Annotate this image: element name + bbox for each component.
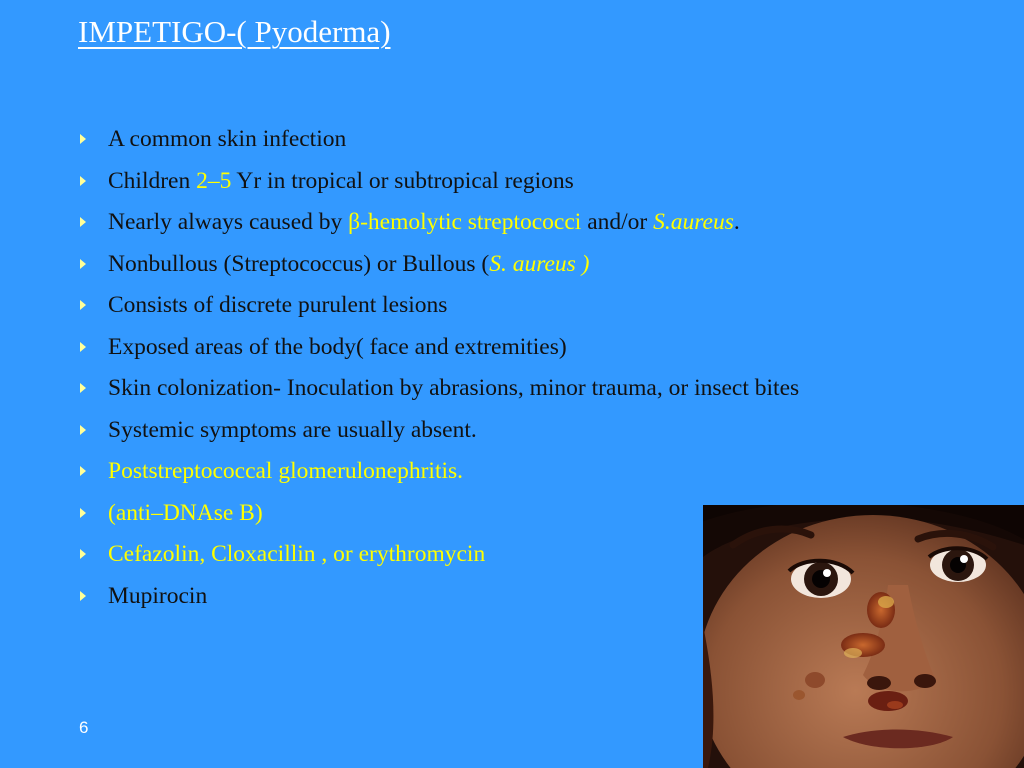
- slide-title: IMPETIGO-( Pyoderma): [78, 14, 391, 49]
- child-face-illustration: [703, 505, 1024, 768]
- bullet-text: Nearly always caused by: [108, 209, 349, 235]
- bullet-item: [78, 288, 918, 322]
- bullet-item: [78, 330, 918, 364]
- bullet-arrow-icon: [80, 508, 86, 518]
- bullet-arrow-icon: [80, 259, 86, 269]
- bullet-item: [78, 122, 918, 156]
- bullet-item: [78, 205, 918, 239]
- highlight-organism: β-hemolytic streptococci: [348, 209, 582, 235]
- bullet-text: (anti–DNAse B): [108, 499, 263, 526]
- bullet-text: Poststreptococcal glomerulonephritis.: [108, 458, 464, 484]
- bullet-item: [78, 164, 918, 198]
- bullet-item: [78, 247, 918, 281]
- bullet-arrow-icon: [80, 549, 86, 559]
- bullet-arrow-icon: [80, 176, 86, 186]
- highlight-age-range: 2–5: [196, 167, 232, 194]
- bullet-text: Mupirocin: [108, 582, 208, 609]
- bullet-arrow-icon: [80, 383, 86, 393]
- bullet-arrow-icon: [80, 134, 86, 144]
- bullet-item: [78, 371, 918, 405]
- highlight-organism-italic: S.aureus: [653, 209, 734, 235]
- page-number: 6: [79, 718, 89, 737]
- highlight-organism-italic: S. aureus: [489, 250, 576, 277]
- bullet-text: Nonbullous (Streptococcus) or Bullous (: [108, 250, 490, 277]
- bullet-text: Children: [108, 167, 197, 194]
- impetigo-photo: [703, 505, 1024, 768]
- bullet-text: Systemic symptoms are usually absent.: [108, 416, 477, 443]
- bullet-arrow-icon: [80, 425, 86, 435]
- bullet-text: ): [575, 250, 590, 277]
- bullet-text: Skin colonization- Inoculation by abrasions, minor trauma, or insect bites: [108, 375, 800, 401]
- bullet-text: Yr in tropical or subtropical regions: [231, 167, 574, 194]
- bullet-arrow-icon: [80, 466, 86, 476]
- bullet-arrow-icon: [80, 300, 86, 310]
- bullet-arrow-icon: [80, 217, 86, 227]
- bullet-item: [78, 413, 918, 447]
- bullet-text: Cefazolin, Cloxacillin , or erythromycin: [108, 541, 486, 567]
- bullet-text: Exposed areas of the body( face and extremities): [108, 333, 567, 360]
- bullet-arrow-icon: [80, 591, 86, 601]
- bullet-text: Consists of discrete purulent lesions: [108, 292, 448, 318]
- bullet-arrow-icon: [80, 342, 86, 352]
- bullet-text: .: [733, 209, 740, 235]
- bullet-text: and/or: [581, 209, 654, 235]
- bullet-item: [78, 454, 918, 488]
- bullet-text: A common skin infection: [108, 126, 347, 152]
